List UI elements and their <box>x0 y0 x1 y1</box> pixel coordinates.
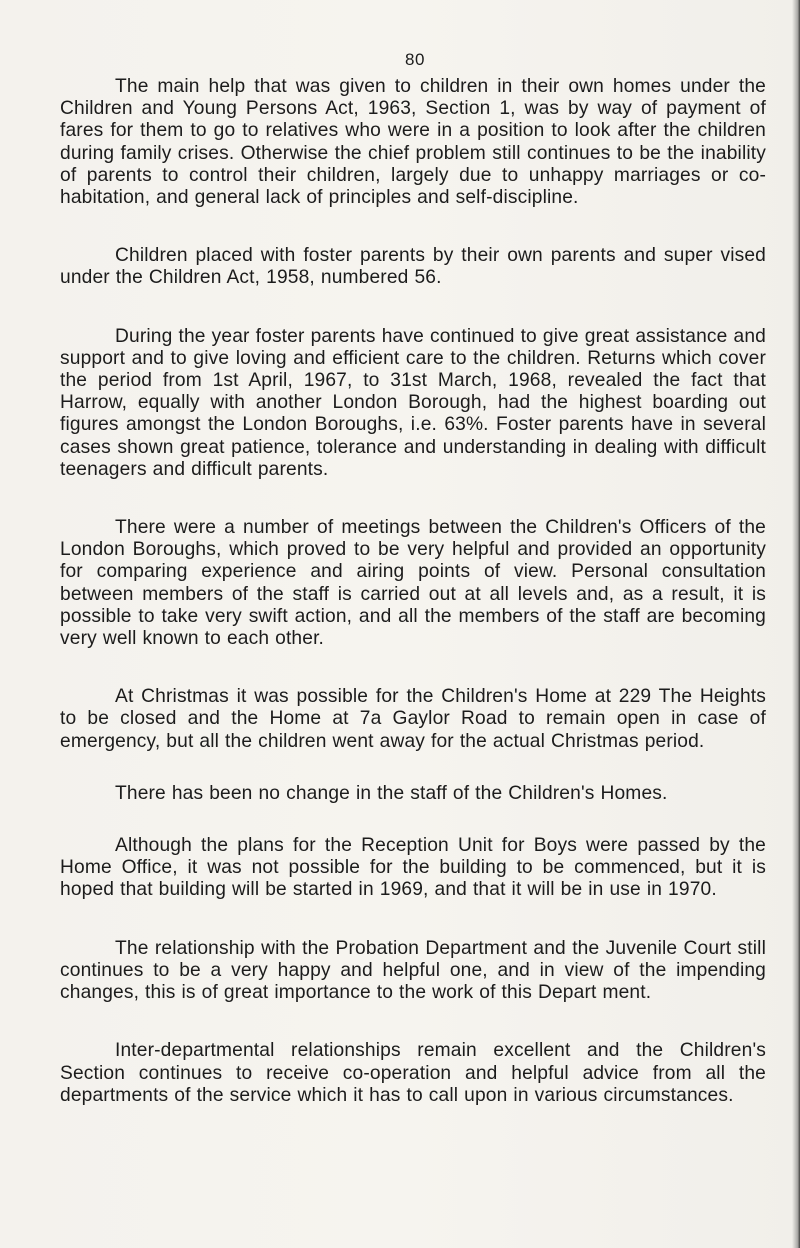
paragraph-staff-change: There has been no change in the staff of the Children's Homes. <box>115 782 668 804</box>
paragraph-foster-parents: During the year foster parents have continued to give great assistance and support and to give loving and efficient care to the children. Returns which cover the period from 1st April, 1967, to 31st March, 1968, revealed the fact that Harrow, equally with another London Borough, had the highest boarding out figures amongst the London Boroughs, i.e. 63%. Foster parents have in several cases shown great patience, tolerance and understanding in dealing with difficult teenagers and difficult parents. <box>60 325 766 480</box>
page-edge-shadow <box>792 0 800 1248</box>
paragraph-reception-unit: Although the plans for the Reception Unit for Boys were passed by the Home Office, it was not possible for the building to be commenced, but it is hoped that building will be started in 1969, and that it will be in use in 1970. <box>60 835 766 901</box>
paragraph-inter-departmental: Inter-departmental relationships remain excellent and the Children's Section continues to receive co-operation and helpful advice from all the departments of the service which it has to call upon in various circumstances. <box>60 1040 766 1106</box>
paragraph-christmas: At Christmas it was possible for the Children's Home at 229 The Heights to be closed and the Home at 7a Gaylor Road to remain open in case of emergency, but all the children went away for the actual Christmas period. <box>60 686 766 752</box>
page-number: 80 <box>405 50 425 69</box>
body-text <box>60 76 766 1143</box>
paragraph-probation: The relationship with the Probation Department and the Juvenile Court still continues to be a very happy and helpful one, and in view of the impending changes, this is of great importance to the work of this Depart ment. <box>60 937 766 1004</box>
paragraph-home-help: The main help that was given to children in their own homes under the Children and Young Persons Act, 1963, Section 1, was by way of payment of fares for them to go to relatives who were in a position to look after the children during family crises. Otherwise the chief problem still continues to be the inability of parents to control their children, largely due to unhappy marriages or co-habitation, and general lack of principles and self-discipline. <box>60 76 766 209</box>
paragraph-officer-meetings: There were a number of meetings between the Children's Officers of the London Boroughs, which proved to be very helpful and provided an opportunity for comparing experience and airing points of view. Personal consultation between members of the staff is carried out at all levels and, as a result, it is possible to take very swift action, and all the members of the staff are becoming very well known to each other. <box>60 517 766 650</box>
paragraph-foster-placements: Children placed with foster parents by their own parents and super vised under the Children Act, 1958, numbered 56. <box>60 245 766 289</box>
